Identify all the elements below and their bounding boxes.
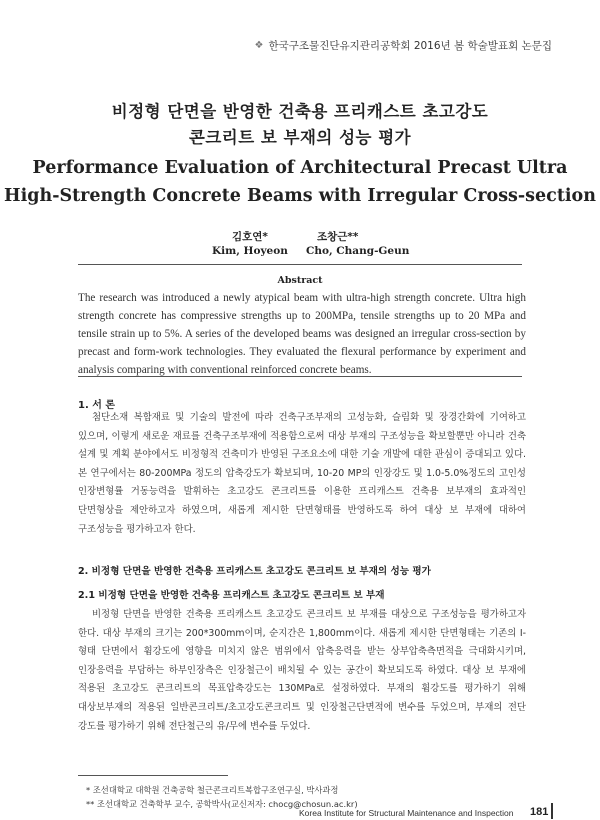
section-2-1-heading: 2.1 비정형 단면을 반영한 건축용 프리캐스트 초고강도 콘크리트 보 부재 [78, 590, 385, 601]
intro-paragraph: 첨단소재 복합재료 및 기술의 발전에 따라 건축구조부재의 고성능화, 슬림화 및 장경간화에 기여하고 있으며, 이렇게 새로운 재료를 건축구조부재에 적용함으로써 대상 부재의 구조성능을 확보할뿐만 아니라 건축 설계 및 계획 분야에서도 비정형적 건축미가 반영된 구조요소에 대한 기술 개발에 대한 관심이 증대되고 있다. 본 연구에서는 80-200MPa 정도의 압축강도가 확보되며, 10-20 MP의 인장강도 및 1.0-5.0%정도의 고인성 인장변형률 거동능력을 발휘하는 초고강도 콘크리트를 이용한 프리캐스트 건축용 보부재의 효과적인 단면형상을 제안하고자 하였으며, 새롭게 제시한 단면형태를 반영하도록 하여 대상 보 부재에 대하여 구조성능을 평가하고자 한다. [78, 412, 526, 535]
english-title-line-2: High-Strength Concrete Beams with Irregular Cross-section [4, 186, 596, 206]
section-2-1-paragraph: 비정형 단면을 반영한 건축용 프리캐스트 초고강도 콘크리트 보 부재를 대상으로 구조성능을 평가하고자 한다. 대상 부재의 크기는 200*300mm이며, 순지간은 1,800mm이다. 새롭게 제시한 단면형태는 기존의 I-형태 단면에서 휨강도에 영향을 미치지 않은 범위에서 압축응력을 받는 상부압축측면적을 극대화시키며, 인장응력을 부담하는 하부인장측은 인장철근이 배치될 수 있는 공간이 확보되도록 하였다. 대상 보 부재에 적용된 초고강도 콘크리트의 목표압축강도는 130MPa로 설정하였다. 부재의 휨강도를 평가하기 위해 대상보부재의 적용된 일반콘크리트/초고강도콘크리트 및 인장철근단면적에 변수를 두었으며, 부재의 전단 강도를 평가하기 위해 전단철근의 유/무에 변수를 두었다. [78, 609, 526, 732]
page-number: 181 [530, 806, 549, 818]
abstract-top-rule [78, 264, 522, 265]
footnote-1: * 조선대학교 대학원 건축공학 철근콘크리트복합구조연구실, 박사과정 [86, 785, 339, 795]
abstract-body: The research was introduced a newly atypical beam with ultra-high strength concrete. Ultra high strength concrete has compressive strengths up to 200MPa, tensile strengths up to 20 MPa and tensile strain up to 5%. A series of the developed beams was designed an irregular cross-section by precast and form-work technologies. They evaluated the flexural performance by experiment and analysis comparing with conventional reinforced concrete beams. [78, 292, 526, 376]
footer-institute: Korea Institute for Structural Maintenance and Inspection [299, 808, 514, 818]
abstract-heading: Abstract [277, 275, 323, 286]
author-2-english: Cho, Chang-Geun [306, 245, 410, 257]
english-title-line-1: Performance Evaluation of Architectural Precast Ultra [32, 158, 568, 178]
intro-heading: 1. 서 론 [78, 400, 116, 411]
footnote-rule [78, 775, 228, 776]
page-footer [0, 806, 600, 820]
bullet-icon: ❖ [254, 40, 264, 51]
footnote-2: ** 조선대학교 건축학부 교수, 공학박사(교신저자: chocg@chosun.ac.kr) [86, 799, 358, 809]
author-1-korean: 김호연* [232, 231, 268, 243]
proceedings-title: 한국구조물진단유지관리공학회 2016년 봄 학술발표회 논문집 [268, 40, 552, 52]
running-header [255, 38, 552, 53]
author-2-korean: 조창근** [317, 231, 359, 243]
abstract-bottom-rule [78, 376, 522, 377]
author-1-english: Kim, Hoyeon [212, 245, 288, 257]
korean-title-line-1: 비정형 단면을 반영한 건축용 프리캐스트 초고강도 [111, 102, 489, 121]
page-number-bar [551, 803, 553, 819]
korean-title-line-2: 콘크리트 보 부재의 성능 평가 [188, 128, 412, 147]
section-2-heading: 2. 비정형 단면을 반영한 건축용 프리캐스트 초고강도 콘크리트 보 부재의 성능 평가 [78, 566, 431, 577]
